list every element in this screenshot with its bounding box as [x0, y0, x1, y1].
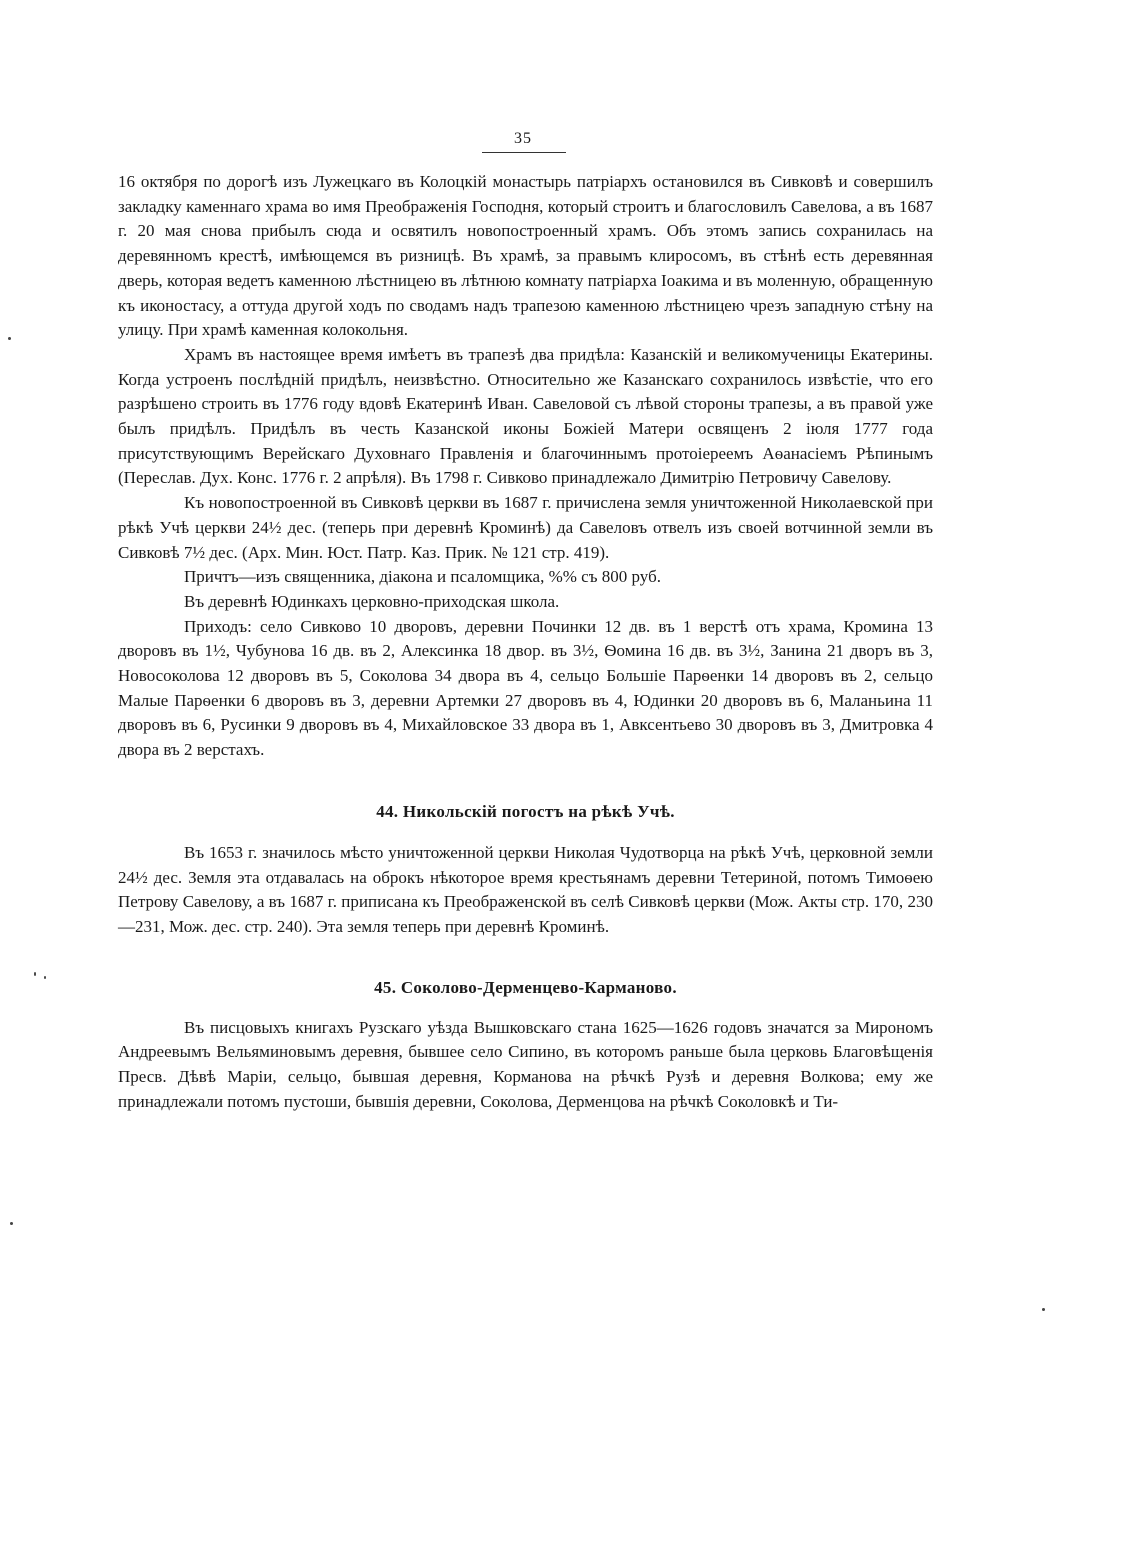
paragraph-school: Въ деревнѣ Юдинкахъ церковно-приходская школа.	[184, 591, 560, 611]
scan-speck	[8, 337, 11, 340]
paragraph-octobre: 16 октября по дорогѣ изъ Лужецкаго въ Колоцкій монастырь патріархъ остановился въ Сивковѣ и совершилъ закладку каменнаго храма во имя Преображенія Господня, который строитъ и благословилъ Савелова, а въ 1687 г. 20 мая снова прибылъ сюда и освятилъ новопостроенный храмъ. Объ этомъ запись сохранилась на деревянномъ крестѣ, имѣющемся въ ризницѣ. Въ храмѣ, за правымъ клиросомъ, въ стѣнѣ есть деревянная дверь, которая ведетъ каменною лѣстницею въ лѣтнюю комнату патріарха Іоакима и въ моленную, обращенную къ иконостасу, а оттуда другой ходъ по сводамъ надъ трапезою каменною лѣстницею чрезъ западную стѣну на улицу. При храмѣ каменная колокольня.	[118, 172, 933, 340]
page-number-rule	[482, 152, 566, 153]
scan-speck	[44, 976, 46, 979]
scan-speck	[34, 972, 36, 976]
section-45-paragraph: Въ писцовыхъ книгахъ Рузскаго уѣзда Вышковскаго стана 1625—1626 годовъ значатся за Мирономъ Андреевымъ Вельяминовымъ деревня, бывшее село Сипино, въ которомъ раньше была церковь Благовѣщенія Пресв. Дѣвѣ Маріи, сельцо, бывшая деревня, Корманова на рѣчкѣ Рузѣ и деревня Волкова; ему же принадлежали потомъ пустоши, бывшія деревни, Соколова, Дерменцова на рѣчкѣ Соколовкѣ и Ти-	[118, 1017, 933, 1111]
paragraph-land: Къ новопостроенной въ Сивковѣ церкви въ 1687 г. причислена земля уничтоженной Николаевской при рѣкѣ Учѣ церкви 24½ дес. (теперь при деревнѣ Кроминѣ) да Савеловъ отвелъ изъ своей вотчинной земли въ Сивковѣ 7½ дес. (Арх. Мин. Юст. Патр. Каз. Прик. № 121 стр. 419).	[118, 493, 933, 562]
paragraph-chapels: Храмъ въ настоящее время имѣетъ въ трапезѣ два придѣла: Казанскій и великомученицы Екатерины. Когда устроенъ послѣдній придѣлъ, неизвѣстно. Относительно же Казанскаго сохранилось извѣстіе, что его разрѣшено строить въ 1776 году вдовѣ Екатеринѣ Иван. Савеловой съ лѣвой стороны трапезы, а въ правой уже былъ придѣлъ. Придѣлъ въ честь Казанской иконы Божіей Матери освященъ 2 іюля 1777 года присутствующимъ Верейскаго Духовнаго Правленія и благочиннымъ протоіереемъ Аѳанасіемъ Рѣпинымъ (Переслав. Дух. Конс. 1776 г. 2 апрѣля). Въ 1798 г. Сивково принадлежало Димитрію Петровичу Савелову.	[118, 344, 933, 488]
scan-speck	[10, 1222, 13, 1225]
section-44-heading: 44. Никольскій погостъ на рѣкѣ Учѣ.	[376, 801, 675, 821]
section-45-heading: 45. Соколово-Дерменцево-Карманово.	[374, 977, 677, 997]
page-number: 35	[514, 130, 532, 147]
page-body	[118, 170, 933, 1115]
section-44-paragraph: Въ 1653 г. значилось мѣсто уничтоженной церкви Николая Чудотворца на рѣкѣ Учѣ, церковной земли 24½ дес. Земля эта отдавалась на оброкъ нѣкоторое время крестьянамъ деревни Тетериной, потомъ Тимоѳею Петрову Савелову, а въ 1687 г. приписана къ Преображенской въ селѣ Сивковѣ церкви (Мож. Акты стр. 170, 230—231, Мож. дес. стр. 240). Эта земля теперь при деревнѣ Кроминѣ.	[118, 842, 933, 936]
scan-speck	[1042, 1308, 1045, 1311]
paragraph-parish: Приходъ: село Сивково 10 дворовъ, деревни Починки 12 дв. въ 1 верстѣ отъ храма, Кромина 13 дворовъ въ 1½, Чубунова 16 дв. въ 2, Алексинка 18 двор. въ 3½, Ѳомина 16 дв. въ 3½, Занина 21 дворъ въ 3, Новосоколова 12 дворовъ въ 5, Соколова 34 двора въ 4, сельцо Большіе Парѳенки 14 дворовъ въ 2, сельцо Малые Парѳенки 6 дворовъ въ 3, деревни Артемки 27 дворовъ въ 4, Юдинки 20 дворовъ въ 6, Маланьина 11 дворовъ въ 6, Русинки 9 дворовъ въ 4, Михайловское 33 двора въ 1, Авксентьево 30 дворовъ въ 3, Дмитровка 4 двора въ 2 верстахъ.	[118, 616, 933, 760]
paragraph-clergy: Причтъ—изъ священника, діакона и псаломщика, %% съ 800 руб.	[184, 567, 661, 587]
